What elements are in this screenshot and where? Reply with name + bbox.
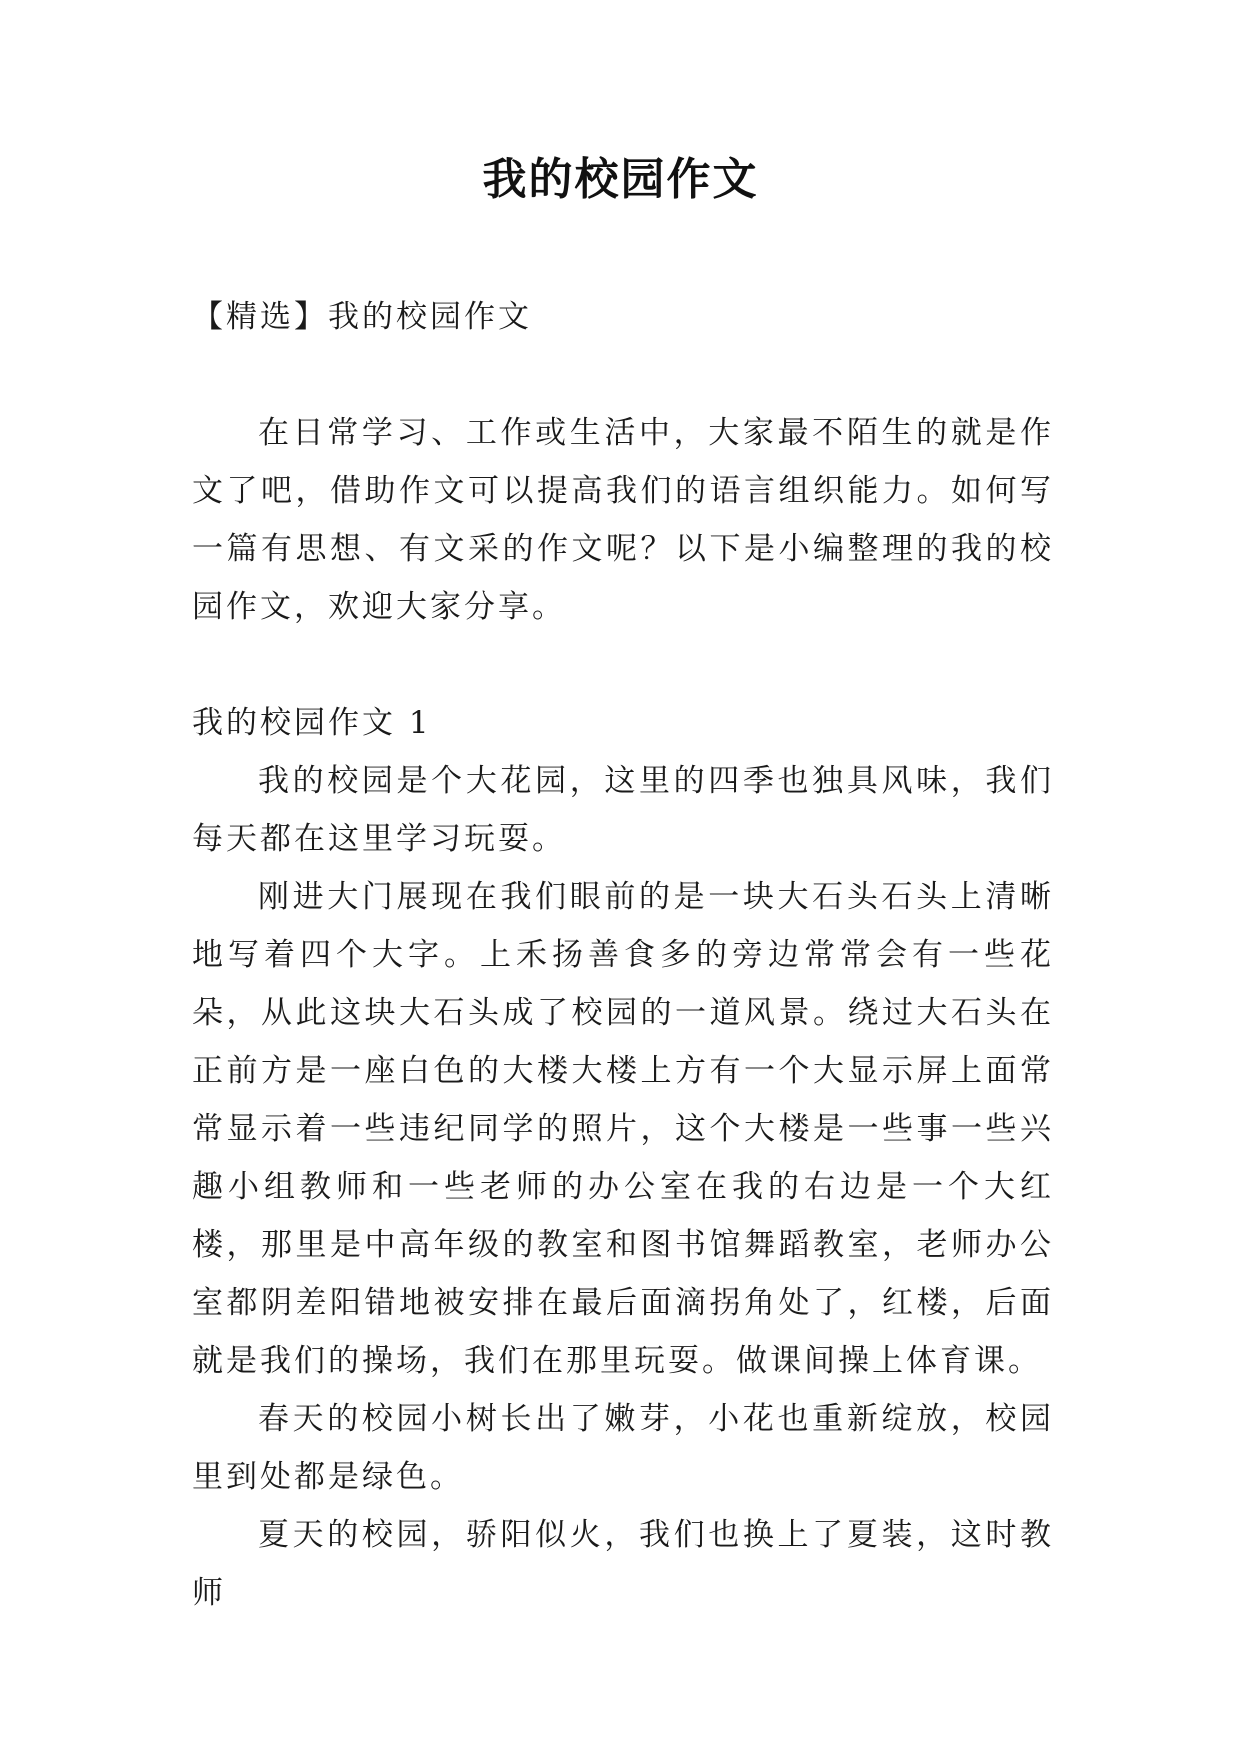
body-paragraph: 刚进大门展现在我们眼前的是一块大石头石头上清晰地写着四个大字。上禾扬善食多的旁边常常会有一些花朵，从此这块大石头成了校园的一道风景。绕过大石头在正前方是一座白色的大楼大楼上方有一个大显示屏上面常常显示着一些违纪同学的照片，这个大楼是一些事一些兴趣小组教师和一些老师的办公室在我的右边是一个大红楼，那里是中高年级的教室和图书馆舞蹈教室，老师办公室都阴差阳错地被安排在最后面滴拐角处了，红楼，后面就是我们的操场，我们在那里玩耍。做课间操上体育课。 [192,879,1054,1379]
document-title: 我的校园作文 [482,154,759,205]
section-heading: 我的校园作文 1 [192,705,432,741]
document-body [192,288,1054,1622]
body-paragraph: 春天的校园小树长出了嫩芽，小花也重新绽放，校园里到处都是绿色。 [192,1401,1054,1495]
document-subtitle: 【精选】我的校园作文 [192,299,532,335]
intro-paragraph: 在日常学习、工作或生活中，大家最不陌生的就是作文了吧，借助作文可以提高我们的语言组织能力。如何写一篇有思想、有文采的作文呢？以下是小编整理的我的校园作文，欢迎大家分享。 [192,415,1054,625]
body-paragraph: 我的校园是个大花园，这里的四季也独具风味，我们每天都在这里学习玩耍。 [192,763,1054,857]
body-paragraph: 夏天的校园，骄阳似火，我们也换上了夏装，这时教师 [192,1517,1054,1611]
